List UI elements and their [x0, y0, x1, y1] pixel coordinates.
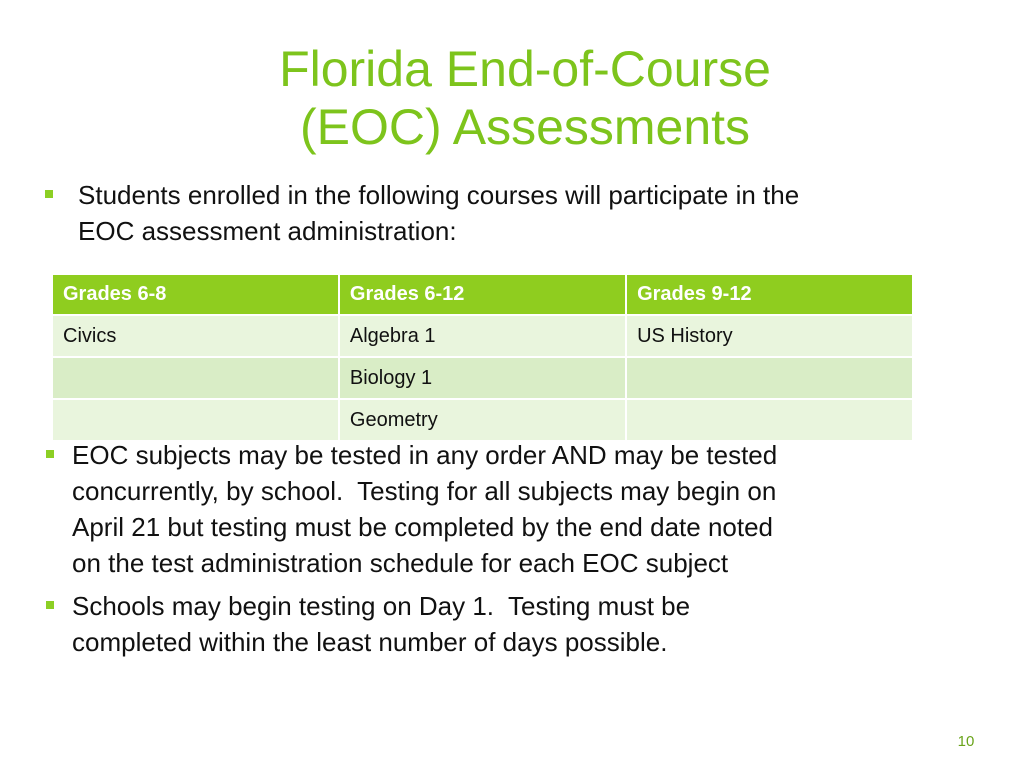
bullet-text: Students enrolled in the following courses will participate in the EOC assessment administration: [78, 180, 800, 246]
bullet-text: Schools may begin testing on Day 1. Testing must be completed within the least number of days possible. [72, 591, 691, 657]
table-header-row [52, 274, 913, 315]
bullet-testing-order [72, 437, 952, 581]
table-cell: Biology 1 [339, 357, 626, 399]
table-row [52, 315, 913, 357]
bullet-text: EOC subjects may be tested in any order AND may be tested concurrently, by school. Testing for all subjects may begin on April 21 but testing must be completed by the end date noted on the test administration schedule for each EOC subject [72, 440, 778, 578]
table-cell [626, 399, 913, 441]
title-line-2: (EOC) Assessments [299, 99, 751, 155]
square-bullet-icon [45, 190, 53, 198]
table-row [52, 357, 913, 399]
square-bullet-icon [46, 601, 54, 609]
table-cell [52, 399, 339, 441]
bullet-enrolled-students [78, 177, 958, 249]
header-grades-6-8: Grades 6-8 [52, 274, 339, 315]
square-bullet-icon [46, 450, 54, 458]
table-cell: US History [626, 315, 913, 357]
eoc-courses-table [51, 273, 914, 442]
table-cell: Geometry [339, 399, 626, 441]
table-cell: Civics [52, 315, 339, 357]
table-cell [626, 357, 913, 399]
slide-title [150, 40, 900, 156]
table-cell [52, 357, 339, 399]
table-cell: Algebra 1 [339, 315, 626, 357]
bullet-testing-days [72, 588, 952, 660]
header-grades-6-12: Grades 6-12 [339, 274, 626, 315]
title-line-1: Florida End-of-Course [279, 41, 771, 97]
header-grades-9-12: Grades 9-12 [626, 274, 913, 315]
page-number: 10 [957, 733, 975, 750]
table-row [52, 399, 913, 441]
